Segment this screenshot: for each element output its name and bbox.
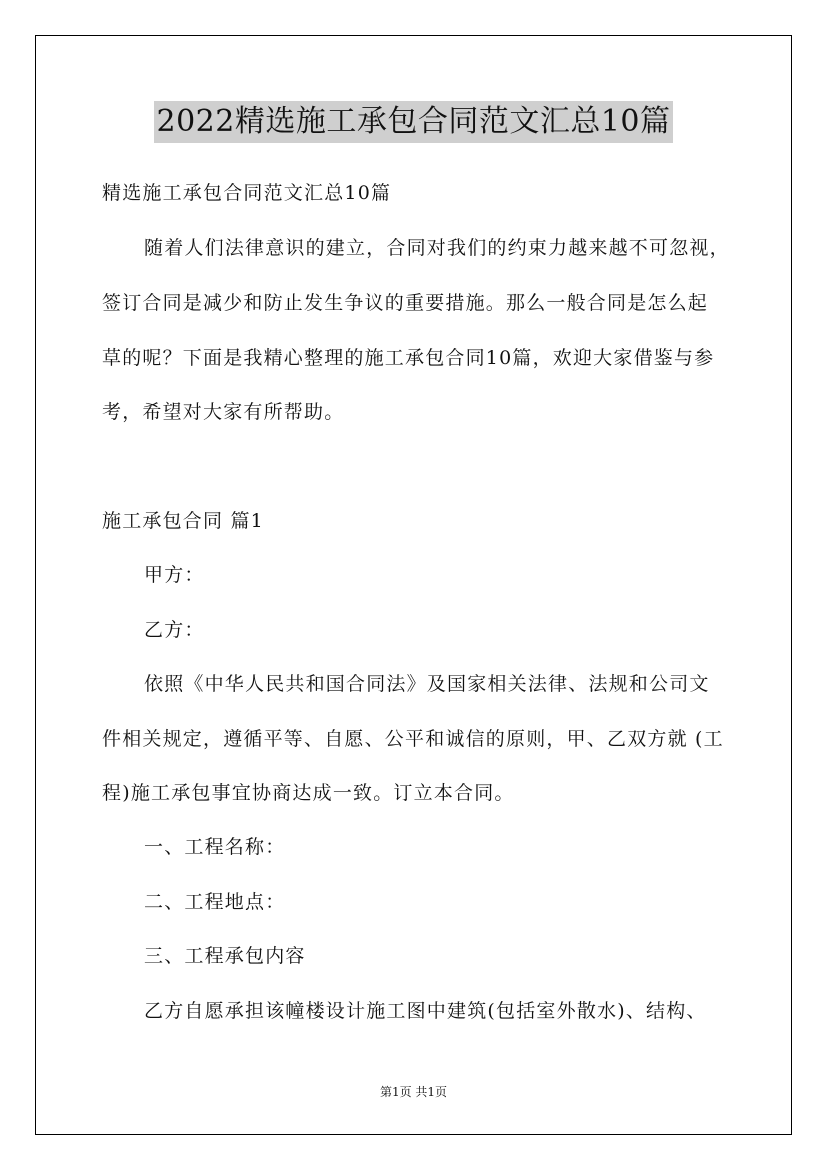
document-subtitle: 精选施工承包合同范文汇总10篇 (102, 182, 392, 204)
basis-line-2: 件相关规定，遵循平等、自愿、公平和诚信的原则，甲、乙双方就 (工 (102, 728, 724, 750)
basis-line-1: 依照《中华人民共和国合同法》及国家相关法律、法规和公司文 (144, 673, 710, 695)
intro-line-3: 草的呢？下面是我精心整理的施工承包合同10篇，欢迎大家借鉴与参 (102, 347, 715, 369)
clause-scope-text: 乙方自愿承担该幢楼设计施工图中建筑(包括室外散水)、结构、 (144, 1000, 707, 1022)
intro-line-1: 随着人们法律意识的建立，合同对我们的约束力越来越不可忽视， (144, 237, 730, 259)
basis-line-3: 程)施工承包事宜协商达成一致。订立本合同。 (102, 782, 515, 804)
clause-project-scope: 三、工程承包内容 (144, 945, 306, 967)
document-title: 2022精选施工承包合同范文汇总10篇 (154, 101, 672, 143)
party-a-label: 甲方： (144, 564, 205, 586)
intro-line-4: 考，希望对大家有所帮助。 (102, 401, 345, 423)
clause-project-location: 二、工程地点： (144, 891, 286, 913)
page-footer: 第1页 共1页 (379, 1085, 448, 1099)
intro-line-2: 签订合同是减少和防止发生争议的重要措施。那么一般合同是怎么起 (102, 292, 709, 314)
party-b-label: 乙方： (144, 619, 205, 641)
title-area (0, 101, 827, 143)
clause-project-name: 一、工程名称： (144, 836, 286, 858)
section-heading: 施工承包合同 篇1 (102, 510, 264, 532)
